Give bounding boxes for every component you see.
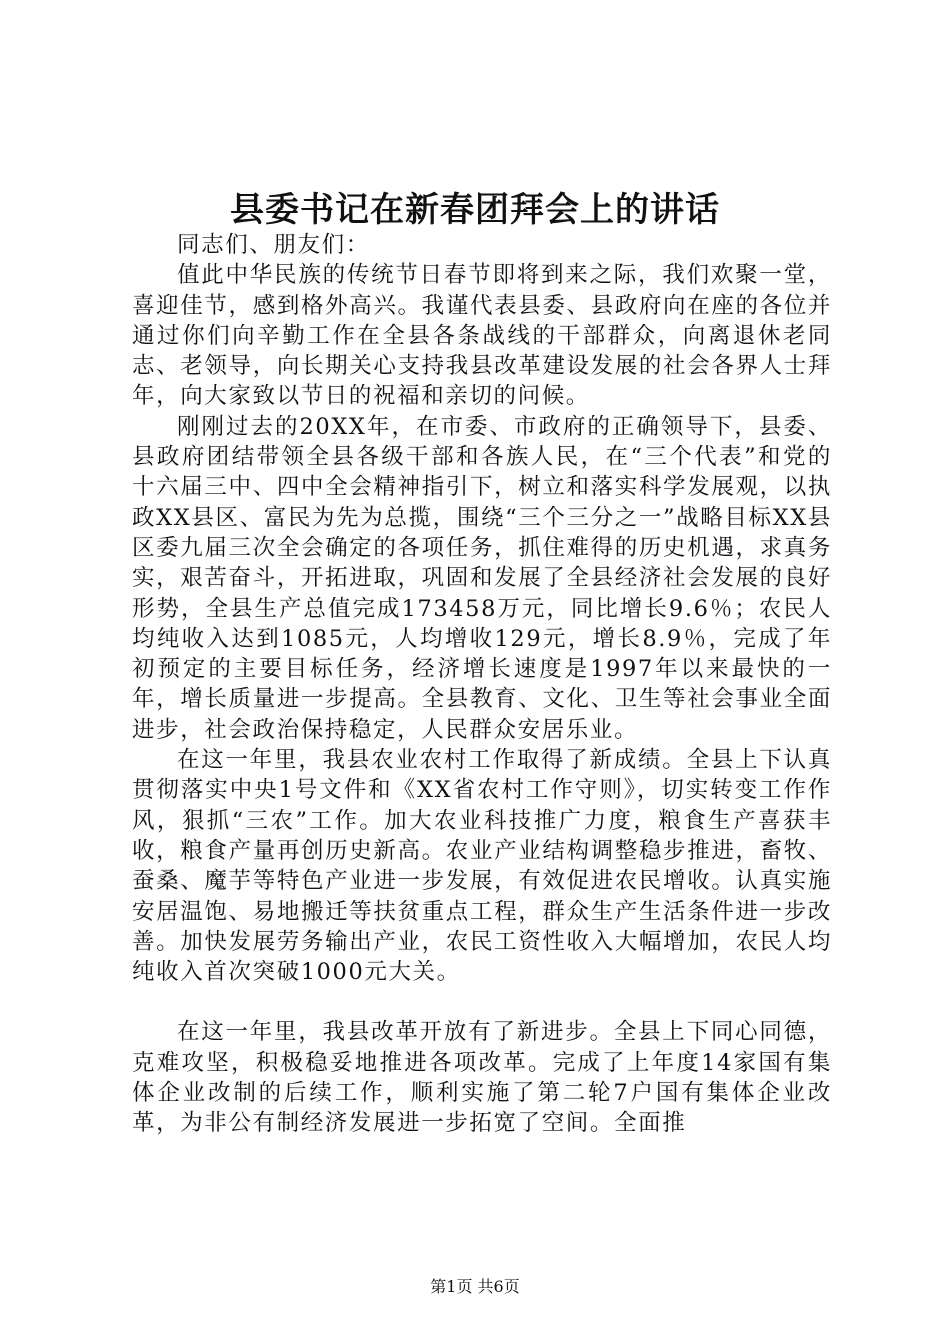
page-number-footer: 第1页 共6页: [430, 1277, 520, 1296]
salutation-paragraph: 同志们、朋友们：: [177, 232, 370, 258]
body-paragraph: 在这一年里，我县改革开放有了新进步。全县上下同心同德，克难攻坚，积极稳妥地推进各项改革。完成了上年度14家国有集体企业改制的后续工作，顺利实施了第二轮7户国有集体企业改革，为非公有制经济发展进一步拓宽了空间。全面推: [132, 1019, 832, 1137]
body-paragraph: 值此中华民族的传统节日春节即将到来之际，我们欢聚一堂，喜迎佳节，感到格外高兴。我谨代表县委、县政府向在座的各位并通过你们向辛勤工作在全县各条战线的干部群众，向离退休老同志、老领导，向长期关心支持我县改革建设发展的社会各界人士拜年，向大家致以节日的祝福和亲切的问候。: [132, 262, 832, 410]
document-title: 县委书记在新春团拜会上的讲话: [230, 190, 720, 230]
document-body: [132, 230, 832, 1139]
body-paragraph: 在这一年里，我县农业农村工作取得了新成绩。全县上下认真贯彻落实中央1号文件和《XX省农村工作守则》，切实转变工作作风，狠抓“三农”工作。加大农业科技推广力度，粮食生产喜获丰收，粮食产量再创历史新高。农业产业结构调整稳步推进，畜牧、蚕桑、魔芋等特色产业进一步发展，有效促进农民增收。认真实施安居温饱、易地搬迁等扶贫重点工程，群众生产生活条件进一步改善。加快发展劳务输出产业，农民工资性收入大幅增加，农民人均纯收入首次突破1000元大关。: [132, 747, 832, 986]
body-paragraph: 刚刚过去的20XX年，在市委、市政府的正确领导下，县委、县政府团结带领全县各级干部和各族人民，在“三个代表”和党的十六届三中、四中全会精神指引下，树立和落实科学发展观，以执政XX县区、富民为先为总揽，围绕“三个三分之一”战略目标XX县区委九届三次全会确定的各项任务，抓住难得的历史机遇，求真务实，艰苦奋斗，开拓进取，巩固和发展了全县经济社会发展的良好形势，全县生产总值完成173458万元，同比增长9.6％；农民人均纯收入达到1085元，人均增收129元，增长8.9％，完成了年初预定的主要目标任务，经济增长速度是1997年以来最快的一年，增长质量进一步提高。全县教育、文化、卫生等社会事业全面进步，社会政治保持稳定，人民群众安居乐业。: [132, 413, 832, 743]
